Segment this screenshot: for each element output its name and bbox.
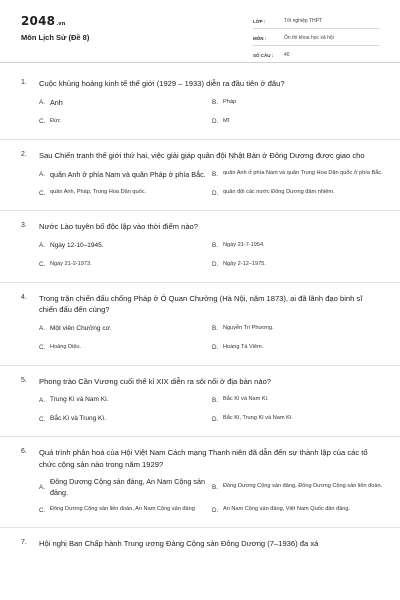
option-letter: D. xyxy=(212,189,219,197)
answer-options xyxy=(0,393,400,431)
meta-value: 40 xyxy=(284,52,290,58)
meta-label: LỚP : xyxy=(253,18,266,24)
answer-options xyxy=(0,167,400,205)
option-letter: A. xyxy=(39,170,45,178)
option-text: Pháp xyxy=(223,98,237,105)
question-number: 3. xyxy=(21,222,27,229)
option-text: Ngày 2-12–1975. xyxy=(223,260,266,267)
option-letter: D. xyxy=(212,118,219,125)
option-text: Bắc Kì và Nam Kì. xyxy=(223,396,269,403)
meta-row-subject xyxy=(253,31,380,46)
option-text: Mĩ xyxy=(223,117,230,124)
option-b[interactable] xyxy=(212,476,385,498)
site-logo[interactable] xyxy=(21,14,66,28)
option-letter: C. xyxy=(39,118,46,125)
option-letter: C. xyxy=(39,344,46,351)
option-d[interactable] xyxy=(212,115,385,129)
question-text: Trong trận chiến đấu chống Pháp ở Ô Quan Chưởng (Hà Nội, năm 1873), ai đã lãnh đạo binh sĩ chiến đấu đến cùng? xyxy=(39,293,363,314)
option-letter: A. xyxy=(39,396,45,404)
option-text: Nguyễn Tri Phương. xyxy=(223,324,274,331)
option-a[interactable] xyxy=(39,476,212,498)
option-text: Hoàng Tá Viêm. xyxy=(223,343,264,350)
option-c[interactable] xyxy=(39,412,212,426)
option-text: Đông Dương Cộng sản đảng, An Nam Cộng sản đảng. xyxy=(50,477,205,497)
option-text: An Nam Cộng sản đảng, Việt Nam Quốc dân đảng. xyxy=(223,506,351,513)
meta-value: Tốt nghiệp THPT xyxy=(284,18,322,24)
option-text: Trung Kì và Nam Kì. xyxy=(50,396,109,403)
option-text: Một viên Chưởng cơ. xyxy=(50,324,112,332)
meta-row-question-count xyxy=(253,48,380,63)
option-letter: D. xyxy=(212,344,219,351)
question-1 xyxy=(0,68,400,140)
header-divider xyxy=(0,62,400,63)
question-number: 5. xyxy=(21,376,27,384)
option-a[interactable] xyxy=(39,322,212,336)
question-stem xyxy=(0,447,400,470)
option-text: quân đội các nước Đông Dương đảm nhiệm. xyxy=(223,189,335,196)
option-c[interactable] xyxy=(39,115,212,129)
question-number: 6. xyxy=(21,448,27,455)
question-6 xyxy=(0,437,400,528)
option-letter: B. xyxy=(212,396,218,404)
option-a[interactable] xyxy=(39,239,212,253)
option-d[interactable] xyxy=(212,503,385,517)
answer-options xyxy=(0,96,400,134)
option-letter: D. xyxy=(212,261,219,268)
option-letter: A. xyxy=(39,242,45,249)
option-b[interactable] xyxy=(212,167,385,181)
option-a[interactable] xyxy=(39,393,212,407)
option-d[interactable] xyxy=(212,186,385,200)
option-letter: B. xyxy=(212,170,218,178)
question-stem xyxy=(0,293,400,316)
option-text: Ngày 21-7-1954. xyxy=(223,241,265,248)
answer-options xyxy=(0,322,400,360)
option-text: quân Anh ở phía Nam và quân Trung Hoa Dân quốc ở phía Bắc. xyxy=(223,170,383,177)
option-text: Hoàng Diệu. xyxy=(50,343,82,350)
option-c[interactable] xyxy=(39,258,212,272)
option-text: Đông Dương Cộng sản đảng, Đông Dương Cộng sản liên đoàn. xyxy=(223,483,383,490)
question-list xyxy=(0,68,400,555)
question-5 xyxy=(0,366,400,438)
option-a[interactable] xyxy=(39,96,212,110)
option-letter: C. xyxy=(39,506,46,514)
option-letter: B. xyxy=(212,99,218,106)
option-text: Ngày 21-2-1973. xyxy=(50,260,92,267)
question-stem xyxy=(0,538,400,550)
question-7 xyxy=(0,528,400,555)
option-text: Bắc Kì và Trung Kì. xyxy=(50,415,106,422)
question-text: Cuộc khủng hoảng kinh tế thế giới (1929 – 1933) diễn ra đầu tiên ở đâu? xyxy=(39,79,285,88)
meta-row-class xyxy=(253,14,380,29)
option-text: Đông Dương Cộng sản liên đoàn, An Nam Cộng sản đảng xyxy=(50,506,195,513)
question-number: 2. xyxy=(21,150,27,158)
option-letter: D. xyxy=(212,506,219,514)
option-letter: C. xyxy=(39,415,46,423)
option-c[interactable] xyxy=(39,503,212,517)
meta-label: MÔN : xyxy=(253,35,267,41)
option-text: Ngày 12-10–1945. xyxy=(50,241,104,249)
question-number: 7. xyxy=(21,539,27,546)
option-text: Bắc Kì, Trung Kì và Nam Kì. xyxy=(223,415,293,422)
meta-label: SỐ CÂU : xyxy=(253,52,274,58)
option-a[interactable] xyxy=(39,167,212,181)
option-text: Đức xyxy=(50,117,61,124)
option-letter: B. xyxy=(212,242,218,249)
question-number: 4. xyxy=(21,293,27,301)
question-number: 1. xyxy=(21,79,27,86)
option-letter: B. xyxy=(212,325,218,332)
option-text: quân Anh, Pháp, Trung Hoa Dân quốc. xyxy=(50,189,147,196)
option-b[interactable] xyxy=(212,96,385,110)
option-b[interactable] xyxy=(212,239,385,253)
meta-value: Ôn thi khoa học xã hội xyxy=(284,35,334,41)
option-letter: D. xyxy=(212,415,219,423)
option-d[interactable] xyxy=(212,341,385,355)
question-3 xyxy=(0,211,400,283)
option-letter: A. xyxy=(39,483,45,491)
question-2 xyxy=(0,140,400,212)
option-c[interactable] xyxy=(39,186,212,200)
exam-header xyxy=(0,0,400,62)
question-stem xyxy=(0,376,400,388)
exam-meta xyxy=(253,14,380,63)
question-stem xyxy=(0,78,400,90)
question-4 xyxy=(0,283,400,366)
option-text: quân Anh ở phía Nam và quân Pháp ở phía Bắc. xyxy=(50,169,206,179)
question-stem xyxy=(0,150,400,162)
question-text: Quá trình phân hoá của Hội Việt Nam Cách mạng Thanh niên đã dẫn đến sự thành lập của các tổ chức cộng sản nào trong năm 1929? xyxy=(39,448,368,469)
answer-options xyxy=(0,239,400,277)
option-letter: A. xyxy=(39,325,45,332)
answer-options xyxy=(0,476,400,522)
logo-text: 2048 xyxy=(21,14,56,28)
option-text: Anh xyxy=(50,98,63,107)
option-c[interactable] xyxy=(39,341,212,355)
option-b[interactable] xyxy=(212,322,385,336)
question-text: Phong trào Cần Vương cuối thế kỉ XIX diễn ra sôi nổi ở địa bàn nào? xyxy=(39,376,272,386)
exam-subject-title: Môn Lịch Sử (Đề 8) xyxy=(21,33,90,42)
question-text: Sau Chiến tranh thế giới thứ hai, việc giải giáp quân đội Nhật Bản ở Đông Dương được giao cho xyxy=(39,150,365,160)
option-letter: C. xyxy=(39,261,46,268)
option-d[interactable] xyxy=(212,258,385,272)
question-text: Nước Lào tuyên bố độc lập vào thời điểm nào? xyxy=(39,222,198,231)
logo-suffix: .vn xyxy=(56,21,66,27)
option-d[interactable] xyxy=(212,412,385,426)
option-b[interactable] xyxy=(212,393,385,407)
option-letter: A. xyxy=(39,99,45,106)
question-stem xyxy=(0,221,400,233)
question-text: Hội nghị Ban Chấp hành Trung ương Đảng Cộng sản Đông Dương (7–1936) đa xá xyxy=(39,539,319,548)
option-letter: B. xyxy=(212,483,218,491)
option-letter: C. xyxy=(39,189,46,197)
